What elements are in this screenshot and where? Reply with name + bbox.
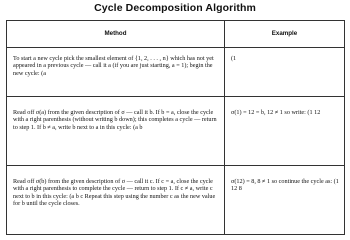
- algorithm-table: [6, 20, 345, 235]
- page-title: Cycle Decomposition Algorithm: [94, 2, 256, 14]
- table-row: [7, 166, 345, 235]
- table-row: [7, 48, 345, 97]
- table-row: [7, 97, 345, 166]
- table-header-row: [7, 21, 345, 48]
- column-header-method: Method: [7, 21, 225, 48]
- column-header-example: Example: [225, 21, 345, 48]
- example-cell-step-1: (1: [225, 48, 345, 97]
- example-cell-step-3: σ(12) = 8, 8 ≠ 1 so continue the cycle as: (1 12 8: [225, 166, 345, 235]
- example-cell-step-2: σ(1) = 12 = b, 12 ≠ 1 so write: (1 12: [225, 97, 345, 166]
- method-cell-step-2: Read off σ(a) from the given description of σ — call it b. If b = a, close the cycle with a right parenthesis (without writing b down); this completes a cycle — return to step 1. If b ≠ a, write b next to a in this cycle: (a b: [7, 97, 225, 166]
- method-cell-step-3: Read off σ(b) from the given description of σ — call it c. If c = a, close the cycle with a right parenthesis to complete the cycle — return to step 1. If c ≠ a, write c next to b in this cycle: (a b c Repeat this step using the number c as the new value for b until the cycle closes.: [7, 166, 225, 235]
- method-cell-step-1: To start a new cycle pick the smallest element of {1, 2, . . . , n} which has not yet appeared in a previous cycle — call it a (if you are just starting, a = 1); begin the new cycle: (a: [7, 48, 225, 97]
